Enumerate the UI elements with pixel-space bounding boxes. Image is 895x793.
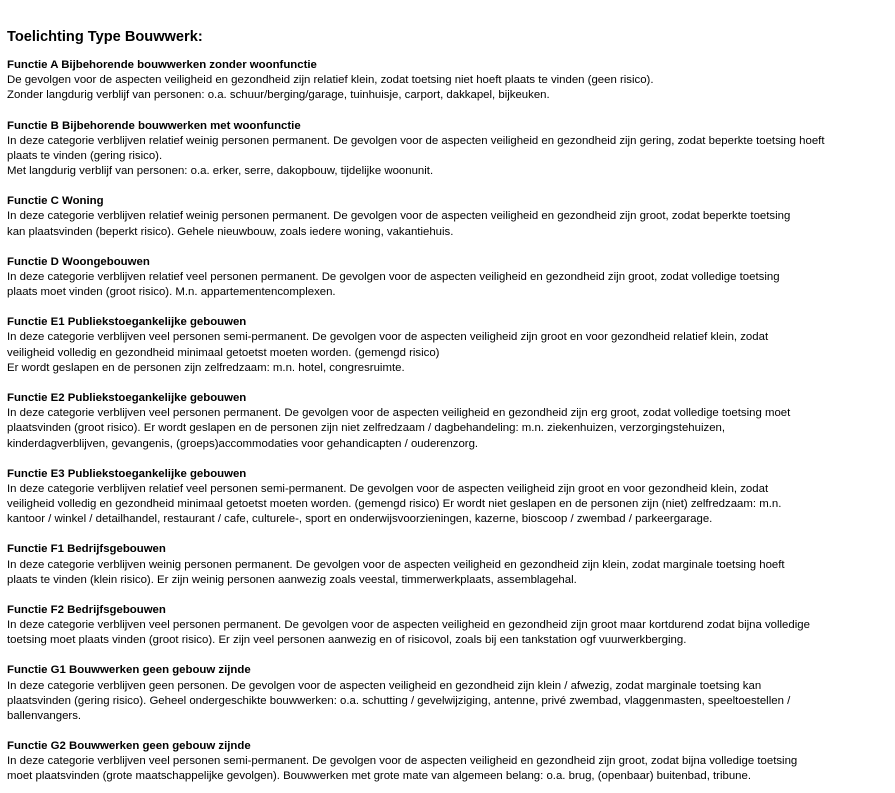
section-heading: Functie C Woning [7,195,104,208]
section-text-line: In deze categorie verblijven veel personen permanent. De gevolgen voor de aspecten veiligheid en gezondheid zijn erg groot, zodat volledige toetsing moet [7,407,791,420]
section-text-line: In deze categorie verblijven relatief veel personen semi-permanent. De gevolgen voor de aspecten veiligheid zijn groot en voor gezondheid klein, zodat [7,482,769,495]
section-text-line: toetsing moet plaats vinden (groot risico). Er zijn veel personen aanwezig en of risicovol, zoals bij een tankstation ogf vuurwerkberging. [7,634,687,647]
section-text-line: kinderdagverblijven, gevangenis, (groeps)accommodaties voor gehandicapten / ouderenzorg. [7,437,479,450]
section-heading: Functie B Bijbehorende bouwwerken met woonfunctie [7,119,301,132]
section-heading: Functie F1 Bedrijfsgebouwen [7,543,166,556]
function-section [7,603,889,649]
section-heading: Functie G2 Bouwwerken geen gebouw zijnde [7,740,251,753]
section-text-line: Zonder langdurig verblijf van personen: o.a. schuur/berging/garage, tuinhuisje, carport, dakkapel, bijkeuken. [7,89,550,102]
section-text-line: In deze categorie verblijven geen personen. De gevolgen voor de aspecten veiligheid en gezondheid zijn klein / afwezig, zodat marginale toetsing kan [7,679,762,692]
section-text-line: In deze categorie verblijven veel personen permanent. De gevolgen voor de aspecten veiligheid en gezondheid zijn groot maar kortdurend zodat bijna volledige [7,619,810,632]
function-section [7,663,889,724]
section-text-line: Met langdurig verblijf van personen: o.a. erker, serre, dakopbouw, tijdelijke woonunit. [7,165,434,178]
section-text-line: plaats te vinden (gering risico). [7,149,163,162]
function-section [7,542,889,588]
function-section [7,467,889,528]
section-text-line: De gevolgen voor de aspecten veiligheid en gezondheid zijn relatief klein, zodat toetsing niet hoeft plaats te vinden (geen risico). [7,74,654,87]
section-text-line: moet plaatsvinden (grote maatschappelijke gevolgen). Bouwwerken met grote mate van algemeen belang: o.a. brug, (openbaar) buitenbad, tribune. [7,770,752,783]
section-text-line: plaatsvinden (groot risico). Er wordt geslapen en de personen zijn niet zelfredzaam / dagbehandeling: m.n. ziekenhuizen, verzorgingstehuizen, [7,422,726,435]
section-heading: Functie E3 Publiekstoegankelijke gebouwen [7,467,247,480]
function-section [7,739,889,785]
section-text-line: kantoor / winkel / detailhandel, restaurant / cafe, culturele-, sport en onderwijsvoorzieningen, kazerne, bioscoop / zwembad / parkeergarage. [7,513,713,526]
section-text-line: In deze categorie verblijven relatief weinig personen permanent. De gevolgen voor de aspecten veiligheid en gezondheid zijn groot, zodat beperkte toetsing [7,210,791,223]
function-section [7,255,889,301]
section-text-line: plaatsvinden (gering risico). Geheel ondergeschikte bouwwerken: o.a. schutting / gevelwijziging, antenne, privé zwembad, vlaggenmasten, speeltoestellen / [7,694,791,707]
section-heading: Functie F2 Bedrijfsgebouwen [7,603,166,616]
section-text-line: veiligheid volledig en gezondheid minimaal getoetst moeten worden. (gemengd risico) [7,346,440,359]
section-text-line: veiligheid volledig en gezondheid minimaal getoetst moeten worden. (gemengd risico) Er wordt niet geslapen en de personen zijn (niet) zelfredzaam: m.n. [7,498,782,511]
section-text-line: ballenvangers. [7,709,82,722]
section-heading: Functie D Woongebouwen [7,255,150,268]
function-section [7,194,889,240]
function-section [7,119,889,180]
page-title: Toelichting Type Bouwwerk: [7,29,203,45]
section-text-line: In deze categorie verblijven relatief veel personen permanent. De gevolgen voor de aspecten veiligheid en gezondheid zijn groot, zodat volledige toetsing [7,270,780,283]
function-section [7,315,889,376]
section-text-line: kan plaatsvinden (beperkt risico). Gehele nieuwbouw, zoals iedere woning, vakantiehuis. [7,225,454,238]
function-section [7,391,889,452]
section-heading: Functie G1 Bouwwerken geen gebouw zijnde [7,664,251,677]
section-text-line: Er wordt geslapen en de personen zijn zelfredzaam: m.n. hotel, congresruimte. [7,361,405,374]
section-heading: Functie E1 Publiekstoegankelijke gebouwen [7,316,247,329]
section-text-line: In deze categorie verblijven weinig personen permanent. De gevolgen voor de aspecten veiligheid en gezondheid zijn klein, zodat marginale toetsing hoeft [7,558,785,571]
section-text-line: In deze categorie verblijven relatief weinig personen permanent. De gevolgen voor de aspecten veiligheid en gezondheid zijn gering, zodat beperkte toetsing hoeft [7,134,825,147]
function-section [7,58,889,104]
section-text-line: plaats moet vinden (groot risico). M.n. appartementencomplexen. [7,286,336,299]
section-text-line: plaats te vinden (klein risico). Er zijn weinig personen aanwezig zoals veestal, timmerwerkplaats, assemblagehal. [7,573,577,586]
section-text-line: In deze categorie verblijven veel personen semi-permanent. De gevolgen voor de aspecten veiligheid en gezondheid zijn groot, zodat bijna volledige toetsing [7,755,798,768]
section-heading: Functie A Bijbehorende bouwwerken zonder woonfunctie [7,59,317,71]
section-heading: Functie E2 Publiekstoegankelijke gebouwen [7,391,247,404]
sections-container [7,58,889,785]
section-text-line: In deze categorie verblijven veel personen semi-permanent. De gevolgen voor de aspecten veiligheid zijn groot en voor gezondheid relatief klein, zodat [7,331,769,344]
